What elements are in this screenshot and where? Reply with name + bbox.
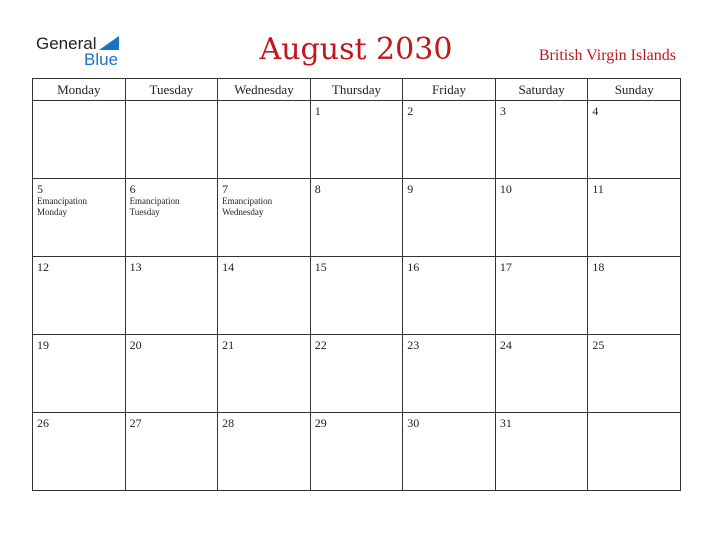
day-cell bbox=[218, 413, 311, 491]
day-number: 16 bbox=[407, 260, 420, 274]
day-cell bbox=[495, 101, 588, 179]
day-number: 17 bbox=[499, 260, 512, 274]
day-number: 28 bbox=[222, 416, 235, 430]
calendar-title: August 2030 bbox=[259, 32, 453, 67]
logo-text-general: General bbox=[36, 34, 97, 53]
holiday-label: Emancipation Wednesday bbox=[222, 196, 273, 217]
day-cell bbox=[218, 335, 311, 413]
week-row bbox=[33, 335, 681, 413]
day-number: 4 bbox=[592, 104, 599, 118]
day-cell bbox=[310, 257, 403, 335]
day-cell bbox=[33, 257, 126, 335]
day-cell bbox=[588, 335, 681, 413]
day-number: 15 bbox=[314, 260, 327, 274]
day-cell bbox=[495, 179, 588, 257]
day-number: 8 bbox=[314, 182, 321, 196]
day-cell bbox=[403, 413, 496, 491]
weekday-header-row bbox=[33, 79, 681, 101]
day-number: 26 bbox=[37, 416, 49, 430]
day-cell bbox=[33, 413, 126, 491]
day-cell bbox=[588, 257, 681, 335]
day-number: 11 bbox=[592, 182, 604, 196]
day-cell bbox=[310, 101, 403, 179]
day-number: 21 bbox=[222, 338, 235, 352]
calendar-grid bbox=[32, 78, 681, 491]
day-number: 24 bbox=[499, 338, 512, 352]
day-cell bbox=[310, 179, 403, 257]
day-number: 13 bbox=[129, 260, 142, 274]
weekday-header: Monday bbox=[33, 79, 126, 101]
day-cell bbox=[403, 257, 496, 335]
holiday-label: Emancipation Monday bbox=[37, 196, 87, 217]
day-number: 7 bbox=[222, 182, 229, 196]
day-cell bbox=[495, 413, 588, 491]
day-cell bbox=[125, 101, 218, 179]
day-cell bbox=[125, 179, 218, 257]
day-cell bbox=[125, 413, 218, 491]
day-number: 30 bbox=[407, 416, 420, 430]
day-cell bbox=[125, 335, 218, 413]
day-number: 31 bbox=[499, 416, 512, 430]
weekday-header: Sunday bbox=[588, 79, 681, 101]
day-number: 20 bbox=[129, 338, 142, 352]
day-cell bbox=[218, 101, 311, 179]
week-row bbox=[33, 257, 681, 335]
day-cell bbox=[588, 179, 681, 257]
day-number: 22 bbox=[314, 338, 327, 352]
day-cell bbox=[33, 179, 126, 257]
day-number: 18 bbox=[592, 260, 605, 274]
day-cell bbox=[33, 101, 126, 179]
week-row bbox=[33, 101, 681, 179]
day-number: 23 bbox=[407, 338, 420, 352]
day-cell bbox=[403, 335, 496, 413]
day-cell bbox=[588, 101, 681, 179]
day-number: 12 bbox=[37, 260, 49, 274]
day-cell bbox=[588, 413, 681, 491]
day-number: 29 bbox=[314, 416, 327, 430]
region-label: British Virgin Islands bbox=[538, 47, 676, 64]
logo-text-blue: Blue bbox=[84, 50, 119, 69]
day-number: 27 bbox=[129, 416, 142, 430]
day-cell bbox=[403, 179, 496, 257]
day-cell bbox=[218, 257, 311, 335]
day-cell bbox=[125, 257, 218, 335]
day-number: 25 bbox=[592, 338, 605, 352]
day-cell bbox=[495, 335, 588, 413]
week-row bbox=[33, 413, 681, 491]
day-number: 14 bbox=[222, 260, 235, 274]
day-number: 3 bbox=[499, 104, 506, 118]
weekday-header: Thursday bbox=[310, 79, 403, 101]
holiday-label: Emancipation Tuesday bbox=[129, 196, 180, 217]
weekday-header: Wednesday bbox=[218, 79, 311, 101]
day-cell bbox=[218, 179, 311, 257]
day-number: 6 bbox=[129, 182, 136, 196]
day-cell bbox=[310, 335, 403, 413]
weekday-header: Saturday bbox=[495, 79, 588, 101]
day-number: 2 bbox=[407, 104, 414, 118]
day-number: 5 bbox=[37, 182, 43, 196]
day-cell bbox=[310, 413, 403, 491]
day-number: 1 bbox=[314, 104, 321, 118]
weekday-header: Tuesday bbox=[125, 79, 218, 101]
day-cell bbox=[495, 257, 588, 335]
day-cell bbox=[33, 335, 126, 413]
day-number: 10 bbox=[499, 182, 512, 196]
day-number: 9 bbox=[407, 182, 414, 196]
week-row bbox=[33, 179, 681, 257]
weekday-header: Friday bbox=[403, 79, 496, 101]
day-cell bbox=[403, 101, 496, 179]
day-number: 19 bbox=[37, 338, 49, 352]
